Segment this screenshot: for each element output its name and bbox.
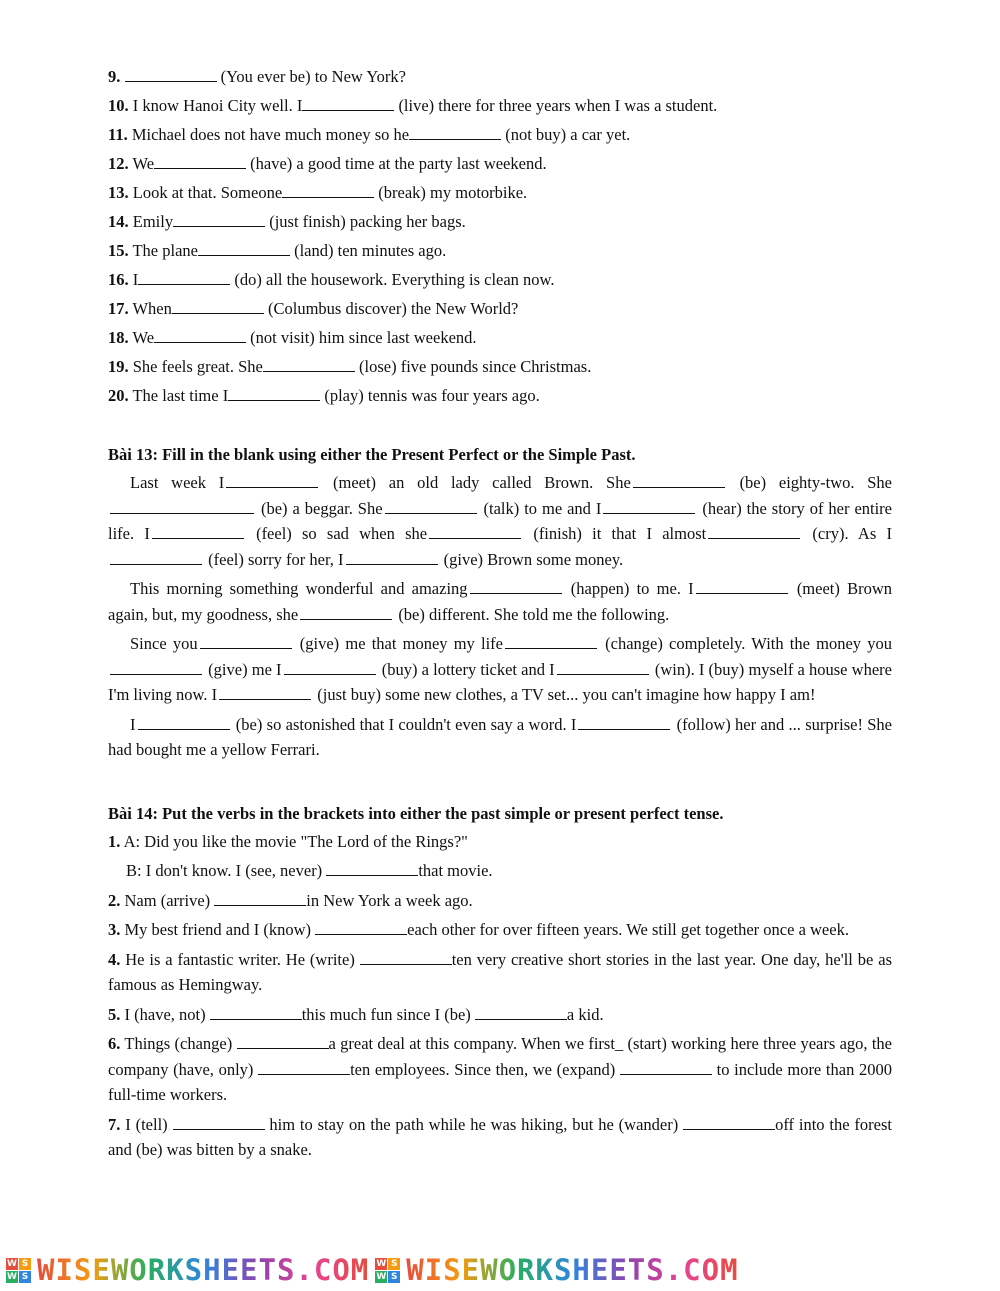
passage-paragraph: Last week I (meet) an old lady called Brown. She (be) eighty-two. She (be) a beggar. She (talk) to me and I (hear) the story of her entire life. I (feel) so sad when she (finish) it that I almost (cry). As I (feel) sorry for her, I (give) Brown some money.: [108, 473, 892, 569]
list-item: 20. The last time I (play) tennis was four years ago.: [108, 386, 540, 405]
answer-blank[interactable]: [620, 1058, 712, 1075]
exercise-list-9-20: [108, 64, 892, 412]
list-item: 1. A: Did you like the movie "The Lord of the Rings?": [108, 831, 468, 851]
answer-blank[interactable]: [226, 471, 318, 488]
list-item: 13. Look at that. Someone (break) my motorbike.: [108, 183, 528, 202]
list-item: 12. We (have) a good time at the party last weekend.: [108, 154, 547, 173]
answer-blank[interactable]: [505, 632, 597, 649]
passage-paragraph: This morning something wonderful and amazing (happen) to me. I (meet) Brown again, but, my goodness, she (be) different. She told me the following.: [108, 579, 892, 624]
answer-blank[interactable]: [302, 94, 394, 111]
list-item: 15. The plane (land) ten minutes ago.: [108, 241, 447, 260]
answer-blank[interactable]: [200, 632, 292, 649]
answer-blank[interactable]: [300, 603, 392, 620]
list-item: 5. I (have, not) this much fun since I (be) a kid.: [108, 1004, 604, 1024]
list-item: 11. Michael does not have much money so he (not buy) a car yet.: [108, 125, 631, 144]
answer-blank[interactable]: [258, 1058, 350, 1075]
answer-blank[interactable]: [219, 683, 311, 700]
answer-blank[interactable]: [696, 577, 788, 594]
answer-blank[interactable]: [475, 1003, 567, 1020]
answer-blank[interactable]: [284, 658, 376, 675]
list-item: 18. We (not visit) him since last weekend.: [108, 328, 477, 347]
answer-blank[interactable]: [282, 181, 374, 198]
answer-blank[interactable]: [110, 548, 202, 565]
list-item: 2. Nam (arrive) in New York a week ago.: [108, 890, 473, 910]
answer-blank[interactable]: [125, 65, 217, 82]
exercise-13-heading: Bài 13: Fill in the blank using either the Present Perfect or the Simple Past.: [108, 445, 636, 464]
exercise-14-list: [108, 829, 892, 1163]
answer-blank[interactable]: [409, 123, 501, 140]
answer-blank[interactable]: [237, 1032, 329, 1049]
answer-blank[interactable]: [557, 658, 649, 675]
answer-blank[interactable]: [603, 497, 695, 514]
worksheet-page: [108, 64, 892, 1163]
answer-blank[interactable]: [228, 384, 320, 401]
answer-blank[interactable]: [708, 522, 800, 539]
answer-blank[interactable]: [470, 577, 562, 594]
list-item: 17. When (Columbus discover) the New World?: [108, 299, 519, 318]
answer-blank[interactable]: [263, 355, 355, 372]
wiseworksheets-logo-icon: W S W S: [6, 1258, 31, 1283]
answer-blank[interactable]: [154, 326, 246, 343]
list-item: 6. Things (change) a great deal at this company. When we first_ (start) working here three years ago, the company (have, only) ten employees. Since then, we (expand) to include more than 2000 full-time workers.: [108, 1034, 892, 1104]
wiseworksheets-logo-icon: W S W S: [375, 1258, 400, 1283]
list-item: 9. (You ever be) to New York?: [108, 67, 406, 86]
exercise-13-passage: [108, 470, 892, 763]
answer-blank[interactable]: [326, 859, 418, 876]
answer-blank[interactable]: [633, 471, 725, 488]
list-item: 10. I know Hanoi City well. I (live) there for three years when I was a student.: [108, 96, 718, 115]
answer-blank[interactable]: [172, 297, 264, 314]
answer-blank[interactable]: [173, 210, 265, 227]
answer-blank[interactable]: [429, 522, 521, 539]
answer-blank[interactable]: [198, 239, 290, 256]
answer-blank[interactable]: [173, 1113, 265, 1130]
brand-text: WISEWORKSHEETS.COM: [406, 1253, 739, 1287]
answer-blank[interactable]: [360, 948, 452, 965]
answer-blank[interactable]: [315, 918, 407, 935]
answer-blank[interactable]: [138, 268, 230, 285]
answer-blank[interactable]: [346, 548, 438, 565]
passage-paragraph: I (be) so astonished that I couldn't even say a word. I (follow) her and ... surprise! She had bought me a yellow Ferrari.: [108, 714, 892, 759]
answer-blank[interactable]: [110, 658, 202, 675]
passage-paragraph: Since you (give) me that money my life (change) completely. With the money you (give) me I (buy) a lottery ticket and I (win). I (buy) myself a house where I'm living now. I (just buy) some new clothes, a TV set... you can't imagine how happy I am!: [108, 634, 892, 704]
answer-blank[interactable]: [210, 1003, 302, 1020]
list-item: 7. I (tell) him to stay on the path while he was hiking, but he (wander) off into the forest and (be) was bitten by a snake.: [108, 1114, 892, 1159]
answer-blank[interactable]: [152, 522, 244, 539]
answer-blank[interactable]: [578, 713, 670, 730]
answer-blank[interactable]: [154, 152, 246, 169]
list-item: B: I don't know. I (see, never) that movie.: [126, 861, 493, 880]
answer-blank[interactable]: [138, 713, 230, 730]
list-item: 19. She feels great. She (lose) five pounds since Christmas.: [108, 357, 592, 376]
list-item: 3. My best friend and I (know) each other for over fifteen years. We still get together once a week.: [108, 920, 849, 939]
answer-blank[interactable]: [683, 1113, 775, 1130]
answer-blank[interactable]: [385, 497, 477, 514]
list-item: 16. I (do) all the housework. Everything is clean now.: [108, 270, 555, 289]
list-item: 4. He is a fantastic writer. He (write) ten very creative short stories in the last year. One day, he'll be as famous as Hemingway.: [108, 949, 892, 994]
footer-watermark: [0, 1252, 1000, 1288]
brand-text: WISEWORKSHEETS.COM: [37, 1253, 370, 1287]
exercise-14-heading: Bài 14: Put the verbs in the brackets into either the past simple or present perfect tense.: [108, 803, 724, 823]
answer-blank[interactable]: [110, 497, 254, 514]
list-item: 14. Emily (just finish) packing her bags.: [108, 212, 466, 231]
answer-blank[interactable]: [214, 889, 306, 906]
